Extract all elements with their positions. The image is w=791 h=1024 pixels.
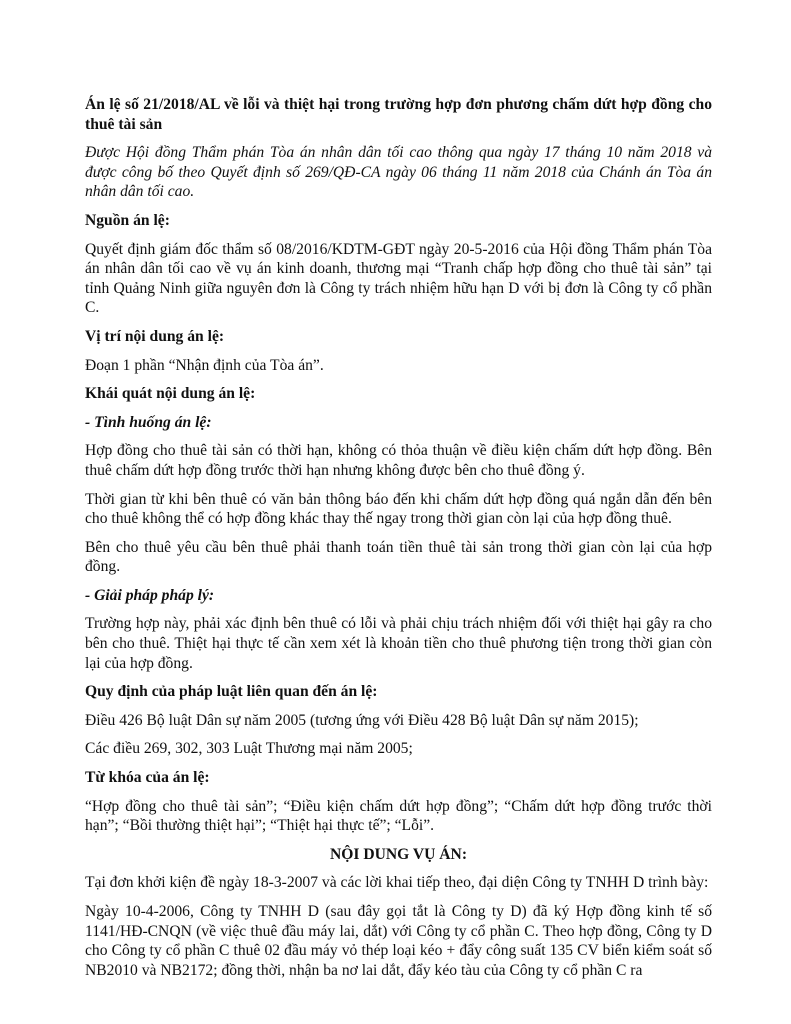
approval-note: Được Hội đồng Thẩm phán Tòa án nhân dân tối cao thông qua ngày 17 tháng 10 năm 2018 và được công bố theo Quyết định số 269/QĐ-CA ngày 06 tháng 11 năm 2018 của Chánh án Tòa án nhân dân tối cao. [85,144,712,201]
heading-overview: Khái quát nội dung án lệ: [85,385,256,403]
heading-situation: - Tình huống án lệ: [85,413,212,431]
situation-paragraph-1: Hợp đồng cho thuê tài sản có thời hạn, không có thỏa thuận về điều kiện chấm dứt hợp đồng. Bên thuê chấm dứt hợp đồng trước thời hạn nhưng không được bên cho thuê đồng ý. [85,442,712,479]
legal-provision-item-1: Điều 426 Bộ luật Dân sự năm 2005 (tương ứng với Điều 428 Bộ luật Dân sự năm 2015); [85,711,639,729]
heading-legal-provisions: Quy định của pháp luật liên quan đến án lệ: [85,683,378,701]
case-content-paragraph-2: Ngày 10-4-2006, Công ty TNHH D (sau đây gọi tắt là Công ty D) đã ký Hợp đồng kinh tế số 1141/HĐ-CNQN (về việc thuê đầu máy lai, dắt) với Công ty cổ phần C. Theo hợp đồng, Công ty D cho Công ty cổ phần C thuê 02 đầu máy vỏ thép loại kéo + đẩy công suất 135 CV biển kiểm soát số NB2010 và NB2172; đồng thời, nhận ba nơ lai dắt, đẩy kéo tàu của Công ty cổ phần C ra [85,903,712,979]
heading-location: Vị trí nội dung án lệ: [85,327,225,345]
heading-keywords: Từ khóa của án lệ: [85,769,210,787]
heading-solution: - Giải pháp pháp lý: [85,586,215,604]
solution-text: Trường hợp này, phải xác định bên thuê có lỗi và phải chịu trách nhiệm đối với thiệt hại gây ra cho bên cho thuê. Thiệt hại thực tế cần xem xét là khoản tiền cho thuê phương tiện trong thời gian còn lại của hợp đồng. [85,615,712,672]
situation-paragraph-3: Bên cho thuê yêu cầu bên thuê phải thanh toán tiền thuê tài sản trong thời gian còn lại của hợp đồng. [85,538,712,576]
legal-provision-item-2: Các điều 269, 302, 303 Luật Thương mại năm 2005; [85,740,413,758]
situation-paragraph-2: Thời gian từ khi bên thuê có văn bản thông báo đến khi chấm dứt hợp đồng quá ngắn dẫn đến bên cho thuê không thể có hợp đồng khác thay thế ngay trong thời gian còn lại của hợp đồng thuê. [85,490,712,528]
source-text: Quyết định giám đốc thẩm số 08/2016/KDTM-GĐT ngày 20-5-2016 của Hội đồng Thẩm phán Tòa án nhân dân tối cao về vụ án kinh doanh, thương mại “Tranh chấp hợp đồng cho thuê tài sản” tại tỉnh Quảng Ninh giữa nguyên đơn là Công ty trách nhiệm hữu hạn D với bị đơn là Công ty cổ phần C. [85,240,712,317]
heading-case-content: NỘI DUNG VỤ ÁN: [329,845,468,863]
heading-source: Nguồn án lệ: [85,211,170,229]
case-content-paragraph-1: Tại đơn khởi kiện đề ngày 18-3-2007 và các lời khai tiếp theo, đại diện Công ty TNHH D trình bày: [85,874,709,892]
location-text: Đoạn 1 phần “Nhận định của Tòa án”. [85,356,324,374]
document-title: Án lệ số 21/2018/AL về lỗi và thiệt hại trong trường hợp đơn phương chấm dứt hợp đồng cho thuê tài sản [85,96,712,133]
keywords-text: “Hợp đồng cho thuê tài sản”; “Điều kiện chấm dứt hợp đồng”; “Chấm dứt hợp đồng trước thời hạn”; “Bồi thường thiệt hại”; “Thiệt hại thực tế”; “Lỗi”. [85,797,712,835]
